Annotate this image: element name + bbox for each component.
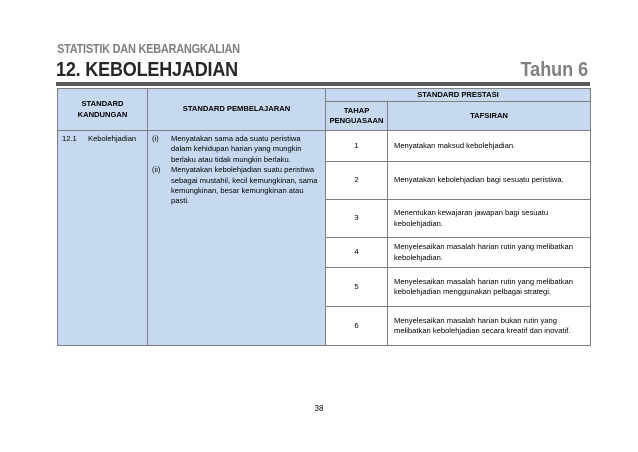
tafsiran-cell: Menyelesaikan masalah harian rutin yang melibatkan kebolehjadian. xyxy=(388,238,591,268)
header-tafsiran: TAFSIRAN xyxy=(388,102,591,131)
heading-divider xyxy=(56,82,590,86)
topic-title: 12. KEBOLEHJADIAN xyxy=(56,59,238,81)
tahap-cell: 5 xyxy=(326,268,388,307)
tahap-cell: 4 xyxy=(326,238,388,268)
header-standard-prestasi: STANDARD PRESTASI xyxy=(326,89,591,102)
header-standard-pembelajaran: STANDARD PEMBELAJARAN xyxy=(148,89,326,131)
tahap-cell: 2 xyxy=(326,162,388,200)
standards-table xyxy=(57,88,591,346)
tafsiran-cell: Menyatakan maksud kebolehjadian. xyxy=(388,131,591,162)
header-standard-kandungan: STANDARD KANDUNGAN xyxy=(58,89,148,131)
tahap-cell: 1 xyxy=(326,131,388,162)
header-tahap-penguasaan: TAHAP PENGUASAAN xyxy=(326,102,388,131)
pembelajaran-item-number: (i) xyxy=(152,134,159,143)
pembelajaran-item xyxy=(152,165,321,207)
kandungan-title: Kebolehjadian xyxy=(88,134,137,143)
pembelajaran-item xyxy=(152,134,321,165)
kandungan-cell xyxy=(58,131,148,346)
tafsiran-cell: Menyelesaikan masalah harian rutin yang melibatkan kebolehjadian menggunakan pelbagai strategi. xyxy=(388,268,591,307)
subject-heading: STATISTIK DAN KEBARANGKALIAN xyxy=(57,42,240,56)
tahap-cell: 3 xyxy=(326,200,388,238)
kandungan-code: 12.1 xyxy=(62,134,77,143)
year-label: Tahun 6 xyxy=(520,59,588,81)
pembelajaran-item-text: Menyatakan sama ada suatu peristiwa dalam kehidupan harian yang mungkin berlaku atau tidak mungkin berlaku. xyxy=(171,134,302,164)
pembelajaran-item-text: Menyatakan kebolehjadian suatu peristiwa sebagai mustahil, kecil kemungkinan, sama kemungkinan, besar kemungkinan atau pasti. xyxy=(171,165,318,206)
tafsiran-cell: Menyelesaikan masalah harian bukan rutin yang melibatkan kebolehjadian secara kreatif dan inovatif. xyxy=(388,307,591,346)
tafsiran-cell: Menyatakan kebolehjadian bagi sesuatu peristiwa. xyxy=(388,162,591,200)
tahap-cell: 6 xyxy=(326,307,388,346)
tafsiran-cell: Menentukan kewajaran jawapan bagi sesuatu kebolehjadian. xyxy=(388,200,591,238)
page-number: 38 xyxy=(314,404,324,413)
pembelajaran-item-number: (ii) xyxy=(152,165,161,175)
pembelajaran-cell xyxy=(148,131,326,346)
